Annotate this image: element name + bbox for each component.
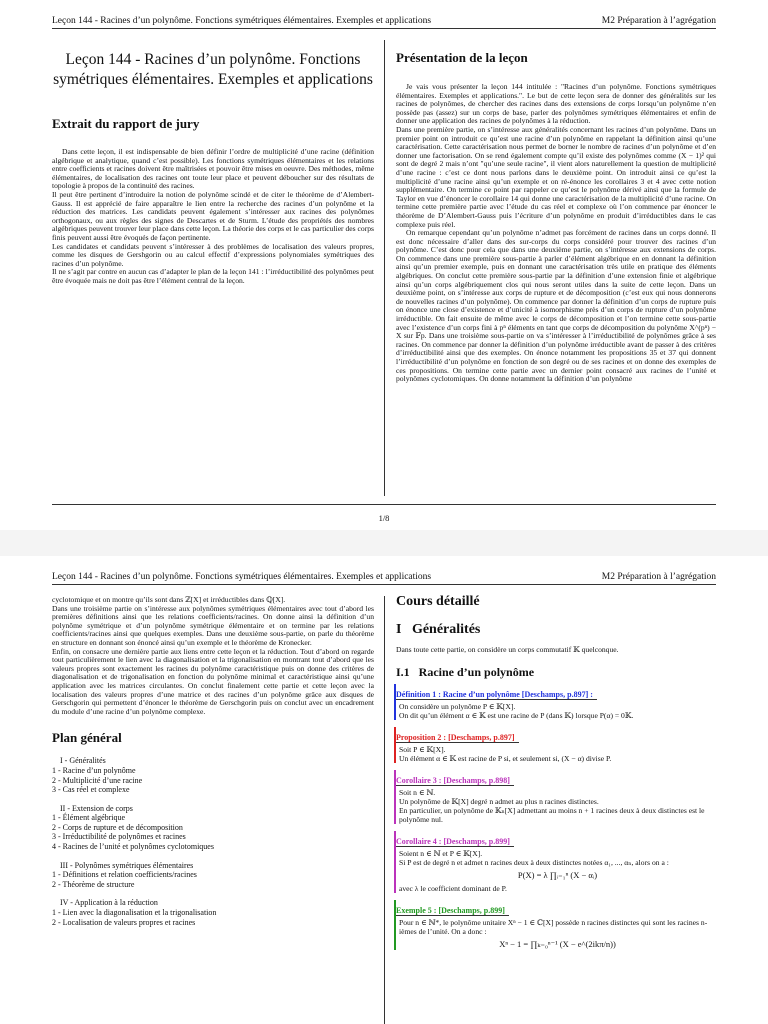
box-line: Soit n ∈ ℕ. [399,787,436,797]
section-title: Généralités [411,622,481,637]
box-line: Un polynôme de 𝕂[X] degré n admet au plus n racines distinctes. [399,796,599,806]
box-line: Soit P ∈ 𝕂[X]. [399,744,446,754]
plan-item: 3 - Cas réel et complexe [52,785,130,795]
theorem-box [396,831,716,893]
plan-item: 1 - Racine d’un polynôme [52,765,136,775]
jury-paragraph: Il peut être pertinent d’introduire la notion de polynôme scindé et de citer le théorème de d’Alembert-Gauss. Il est apprécié de faire apparaître le lien entre la recherche des racines d’un polynôme et la réduction des matrices. Les candidats peuvent également s’intéresser aux racines des polynômes orthogonaux, ou aux règles des signes de Descartes et de Sturm. L’étude des propriétés des nombres algébriques peuvent trouver leur place dans cette leçon. La théorie des corps et le cas particulier des corps finis peuvent aussi être évoqués de façon pertinente. [52,189,374,242]
header-right: M2 Préparation à l’agrégation [601,16,716,26]
box-line: Si P est de degré n et admet n racines deux à deux distinctes notées α₁, ..., αₙ, alors on a : [399,857,669,867]
presentation-paragraph: On remarque cependant qu’un polynôme n’admet pas forcément de racines dans un corps donné. Il est donc nécessaire d’aller dans des sur-corps du corps considéré pour trouver des racines d’un polynôme. C’est donc pour cela que dans une deuxième partie, on s’intéresse aux extensions de corps. On commence dans une première sous-partie à parler d’élément algébrique en en donnant la définition ainsi qu’un premier exemple, puis en donnant une caractérisation très utile en pratique des éléments algébriques. On conclut cette première sous-partie par la définition d’une extension finie et algébrique ainsi qu’un corps algébriquement clos qui nous seront utiles dans la suite de cette leçon. Dans un deuxième point, on s’intéresse aux corps de rupture et de décomposition (c’est eux qui nous donnerons de nouvelles racines d’un polynôme). On commence par donner la définition d’un corps de rupture puis on énonce une close d’existence et d’unicité à isomorphisme près d’un corps de rupture d’un polynôme irréductible. On fait ensuite de même avec le corps de décomposition et l’on termine cette sous-partie avec l’existence d’un corps fini à pⁿ éléments en tant que corps de décomposition du polynôme X^(pⁿ) − X sur 𝔽p. Dans une troisième sous-partie on va s’intéresser à l’irréductibilité de polynômes grâce à ses racines. On commence par donner la définition d’un polynôme irréductible avant de passer à des critères d’irréductibilité ainsi que des exemples. On énonce notamment les propositions 35 et 37 qui donnent l’irréductibilité d’un polynôme en fonction de son degré ou de ses racines et on donne des exemples de ces propositions. On termine cette partie avec un dernier point consacré aux racines de l’unité et polynômes cyclotomiques. On donne notamment la définition d’un polynôme [396,228,716,384]
box-title: Exemple 5 : [Deschamps, p.899] [396,906,509,916]
plan-item: 4 - Racines de l’unité et polynômes cyclotomiques [52,842,214,852]
running-header [52,16,716,29]
section-heading [396,622,716,638]
box-line: Un élément α ∈ 𝕂 est racine de P si, et seulement si, (X − α) divise P. [399,753,612,763]
presentation-heading: Présentation de la leçon [396,50,528,65]
presentation-paragraph: Enfin, on consacre une dernière partie aux liens entre cette leçon et la réduction. Tout d’abord on regarde tout particulièrement le lien avec la diagonalisation et la trigonalisation en montrant tout d’abord que les valeurs propres sont exactement les racines du polynôme caractéristique puis on donne des critères de diagonalisation et de trigonalisation en fonction du polynôme minimal et caractéristique ainsi qu’une application avec les matrices circulantes. On conclut finalement cette partie et cette leçon avec la localisation des valeurs propres d’une matrice et des racines d’un polynôme grâce aux disques de Gerschgorin qui permettent d’énoncer le théorème de Gerschgorin puis on conclut avec un encadrement du module d’une racine d’un polynôme complexe. [52,646,374,716]
subsection-heading [396,665,716,680]
plan-item: 2 - Corps de rupture et de décomposition [52,822,183,832]
jury-paragraph: Les candidates et candidats peuvent s’intéresser à des problèmes de localisation des valeurs propres, comme les disques de Gershgorin ou au calcul effectif d’expressions polynomiales symétriques des racines d’un polynôme. [52,241,374,268]
theorem-box [396,900,716,950]
section-number: I [396,622,402,637]
subsection-number: I.1 [396,664,410,679]
header-left: Leçon 144 - Racines d’un polynôme. Fonctions symétriques élémentaires. Exemples et applications [52,16,432,26]
right-column [396,594,716,953]
subsection-title: Racine d’un polynôme [418,664,535,679]
column-separator [384,40,385,496]
plan-item: 1 - Lien avec la diagonalisation et la trigonalisation [52,908,217,918]
cours-heading: Cours détaillé [396,594,480,609]
presentation-paragraph: Dans une première partie, on s’intéresse aux généralités concernant les racines d’un polynôme. Dans un premier point on introduit ce qu’est une racine d’un polynôme en rappelant la définition ainsi qu’une caractérisation. Cette caractérisation nous permet de borner le nombre de racines d’un polynôme et d’en donner une factorisation. On se rend également compte qu’il existe des polynômes comme (X − 1)² qui sont de degré 2 mais n’ont "qu’une seule racine", il vient alors naturellement la question de multiplicité d’une racine : c’est ce dont nous parlons dans le deuxième point. On introduit ainsi ce qu’est la multiplicité d’une racine ainsi qu’un exemple et on ré-énonce les corollaires 3 et 4 avec cette notion supplémentaire. On termine ce point par rappeler ce qu’est le polynôme dérivé ainsi que la formule de Taylor en vue d’énoncer le corollaire 14 qui donne une caractérisation de la multiplicité d’une racine. On termine cette première partie avec l’étude du cas réel et complexe où l’on commence par énoncer le théorème de D’Alembert-Gauss puis l’écriture d’un polynôme en produit d’irréductibles dans le cas complexe puis réel. [396,124,716,229]
plan-part-title: IV - Application à la réduction [60,898,158,908]
jury-heading: Extrait du rapport de jury [52,116,200,131]
box-line: avec λ le coefficient dominant de P. [399,883,507,893]
box-title: Corollaire 3 : [Deschamps, p.898] [396,776,514,786]
left-column [52,50,374,286]
theorem-box [396,770,716,824]
theorem-box [396,684,716,720]
presentation-paragraph: Dans une troisième partie on s’intéresse aux polynômes symétriques élémentaires avec tout d’abord les premières définitions ainsi que les relations coefficients/racines. On donne ainsi la définition d’un polynôme symétrique et d’un polynôme symétrique élémentaire et on termine par les relations coefficients/racines ainsi que quelques exemples. Dans une deuxième sous-partie, on parle du théorème en structure en donnant son énoncé ainsi qu’un exemple et le théorème de Kronecker. [52,603,374,647]
theorem-box [396,727,716,763]
running-header [52,572,716,585]
section-intro: Dans toute cette partie, on considère un corps commutatif 𝕂 quelconque. [396,645,619,654]
page-gap [0,530,768,556]
theorem-boxes [396,684,716,950]
box-line: Pour n ∈ ℕ*, le polynôme unitaire Xⁿ − 1 ∈ ℂ[X] possède n racines distinctes qui sont les racines n-ièmes de l’unité. On a donc : [399,917,708,936]
box-title: Proposition 2 : [Deschamps, p.897] [396,733,519,743]
page-number: 1/8 [378,513,390,523]
box-title: Définition 1 : Racine d’un polynôme [Deschamps, p.897] : [396,690,597,700]
box-line: Soient n ∈ ℕ et P ∈ 𝕂[X]. [399,848,483,858]
plan-heading: Plan général [52,730,122,746]
jury-paragraph: Dans cette leçon, il est indispensable de bien définir l’ordre de multiplicité d’une racine (définition algébrique et analytique, quand c’est possible). Les fonctions symétriques élémentaires et les relations entre coefficients et racines doivent être maîtrisées et pouvoir être mises en oeuvre. Des méthodes, même élémentaires, de localisation des racines ont toute leur place et peuvent déboucher sur des résultats de topologie à propos de la continuité des racines. [52,147,374,191]
presentation-paragraph: Je vais vous présenter la leçon 144 intitulée : "Racines d’un polynôme. Fonctions symétriques élémentaires. Exemples et applications.". Le but de cette leçon sera de donner des généralités sur les racines de polynômes, de chercher des racines dans des extensions de corps lorsqu’un polynôme n’en possède pas (assez) sur un corps de base, parler des polynômes symétriques élémentaires et enfin de donner une application des racines de polynômes à la réduction. [396,82,716,126]
plan-part-title: I - Généralités [60,756,106,766]
plan-item: 3 - Irréductibilité de polynômes et racines [52,832,186,842]
box-accent [394,684,396,720]
jury-paragraph: Il ne s’agit par contre en aucun cas d’adapter le plan de la leçon 141 : l’irréductibilité des polynômes peut être évoquée mais ne doit pas être l’élément central de la leçon. [52,267,374,285]
plan-list [52,756,374,927]
column-separator [384,596,385,1024]
box-formula: Xⁿ − 1 = ∏ₖ₌₀ⁿ⁻¹ (X − e^(2ikπ/n)) [499,938,616,949]
plan-part-title: III - Polynômes symétriques élémentaires [60,860,194,870]
plan-item: 1 - Définitions et relation coefficients/racines [52,870,197,880]
plan-item: 2 - Localisation de valeurs propres et racines [52,917,196,927]
right-column [396,50,716,384]
left-column [52,596,374,927]
header-right: M2 Préparation à l’agrégation [601,572,716,582]
box-accent [394,831,396,893]
header-left: Leçon 144 - Racines d’un polynôme. Fonctions symétriques élémentaires. Exemples et applications [52,572,432,582]
box-title: Corollaire 4 : [Deschamps, p.899] [396,837,514,847]
box-line: On considère un polynôme P ∈ 𝕂[X]. [399,701,516,711]
box-line: On dit qu’un élément α ∈ 𝕂 est une racine de P (dans 𝕂) lorsque P(α) = 0𝕂. [399,710,634,720]
footer-rule [52,504,716,505]
box-accent [394,727,396,763]
plan-item: 2 - Multiplicité d’une racine [52,775,143,785]
page-2 [0,556,768,1024]
plan-part-title: II - Extension de corps [60,803,133,813]
presentation-paragraph: cyclotomique et on montre qu’ils sont dans ℤ[X] et irréductibles dans ℚ[X]. [52,595,286,604]
box-line: En particulier, un polynôme de 𝕂ₙ[X] admettant au moins n + 1 racines deux à deux distinctes est le polynôme nul. [399,805,705,824]
box-formula: P(X) = λ ∏ᵢ₌₁ⁿ (X − αᵢ) [517,869,598,880]
box-accent [394,900,396,950]
lesson-title: Leçon 144 - Racines d’un polynôme. Fonctions symétriques élémentaires. Exemples et applications [53,51,373,88]
plan-item: 2 - Théorème de structure [52,879,135,889]
box-accent [394,770,396,824]
plan-item: 1 - Élément algébrique [52,813,126,823]
